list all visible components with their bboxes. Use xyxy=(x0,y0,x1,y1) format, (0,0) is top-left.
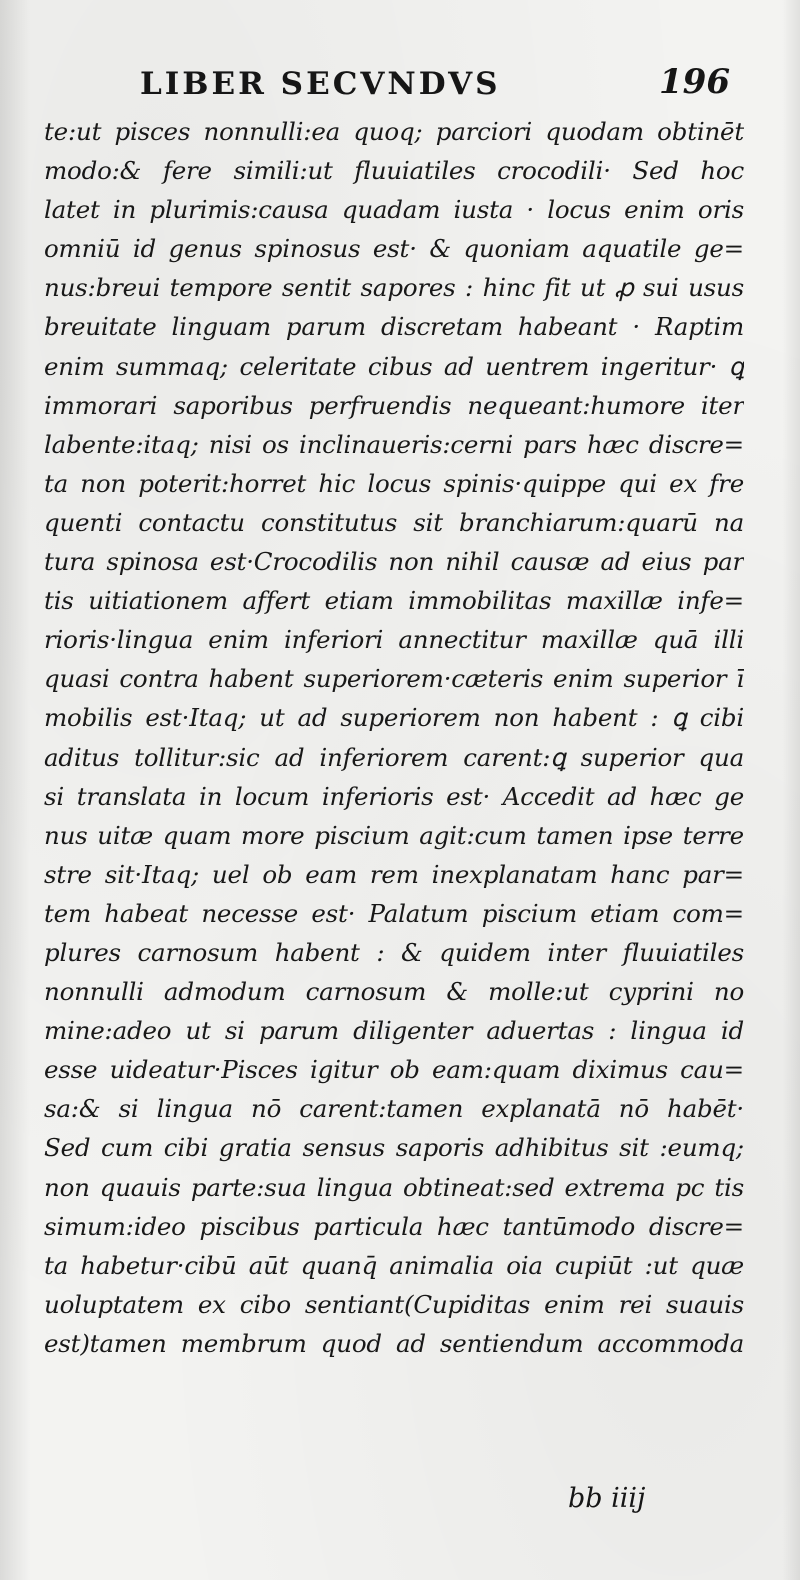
text-line: rioris·lingua enim inferiori annectitur maxillæ quā illi xyxy=(44,625,744,655)
text-line: mobilis est·Itaq; ut ad superiorem non habent : ꝗ cibi xyxy=(44,703,744,733)
text-line: Sed cum cibi gratia sensus saporis adhibitus sit :eumq; xyxy=(44,1133,744,1163)
text-line: uoluptatem ex cibo sentiant(Cupiditas enim rei suauis xyxy=(44,1289,744,1319)
text-line: quasi contra habent superiorem·cæteris enim superior ī xyxy=(44,664,744,694)
body-text xyxy=(44,112,744,1363)
text-line: stre sit·Itaq; uel ob eam rem inexplanatam hanc par= xyxy=(44,859,744,889)
text-line: mine:adeo ut si parum diligenter aduertas : lingua id xyxy=(44,1016,744,1046)
text-line: sa:& si lingua nō carent:tamen explanatā nō habēt· xyxy=(44,1094,744,1124)
text-line: esse uideatur·Pisces igitur ob eam:quam diximus cau= xyxy=(44,1055,744,1085)
page-header xyxy=(140,62,730,110)
text-line: si translata in locum inferioris est· Accedit ad hæc ge xyxy=(44,781,744,811)
text-line: nus:breui tempore sentit sapores : hinc fit ut ꝓ sui usus xyxy=(44,273,744,303)
running-title: LIBER SECVNDVS xyxy=(140,66,501,102)
text-line: ta habetur·cibū aūt quanq̄ animalia oia cupiūt :ut quæ xyxy=(44,1250,744,1280)
text-line: tis uitiationem affert etiam immobilitas maxillæ infe= xyxy=(44,586,744,616)
page-number: 196 xyxy=(659,62,730,102)
text-line: te:ut pisces nonnulli:ea quoq; parciori quodam obtinēt xyxy=(44,117,744,146)
signature-mark: bb iiij xyxy=(568,1483,646,1514)
text-line: est)tamen membrum quod ad sentiendum accommoda xyxy=(44,1328,744,1358)
text-line: modo:& fere simili:ut fluuiatiles crocodili· Sed hoc xyxy=(44,156,744,186)
text-line: immorari saporibus perfruendis nequeant:humore iter xyxy=(44,390,744,420)
text-line: nonnulli admodum carnosum & molle:ut cyprini no xyxy=(44,977,744,1007)
text-line: omniū id genus spinosus est· & quoniam aquatile ge= xyxy=(44,234,744,264)
gutter-shadow xyxy=(0,0,30,1580)
page-edge-shadow xyxy=(782,0,800,1580)
text-line: labente:itaq; nisi os inclinaueris:cerni pars hæc discre= xyxy=(44,429,744,459)
text-line: tem habeat necesse est· Palatum piscium etiam com= xyxy=(44,898,744,928)
text-line: non quauis parte:sua lingua obtineat:sed extrema pc tis xyxy=(44,1172,744,1202)
text-line: plures carnosum habent : & quidem inter fluuiatiles xyxy=(44,937,744,967)
text-line: nus uitæ quam more piscium agit:cum tamen ipse terre xyxy=(44,820,744,850)
text-line: latet in plurimis:causa quadam iusta · locus enim oris xyxy=(44,195,744,225)
text-line: aditus tollitur:sic ad inferiorem carent:ꝗ superior qua xyxy=(44,742,744,772)
text-line: simum:ideo piscibus particula hæc tantūmodo discre= xyxy=(44,1211,744,1241)
text-line: breuitate linguam parum discretam habeant · Raptim xyxy=(44,312,744,342)
text-line: quenti contactu constitutus sit branchiarum:quarū na xyxy=(44,507,744,537)
text-line: enim summaq; celeritate cibus ad uentrem ingeritur· ꝗ xyxy=(44,351,744,381)
text-line: tura spinosa est·Crocodilis non nihil causæ ad eius par xyxy=(44,547,744,577)
text-line: ta non poterit:horret hic locus spinis·quippe qui ex fre xyxy=(44,468,744,498)
